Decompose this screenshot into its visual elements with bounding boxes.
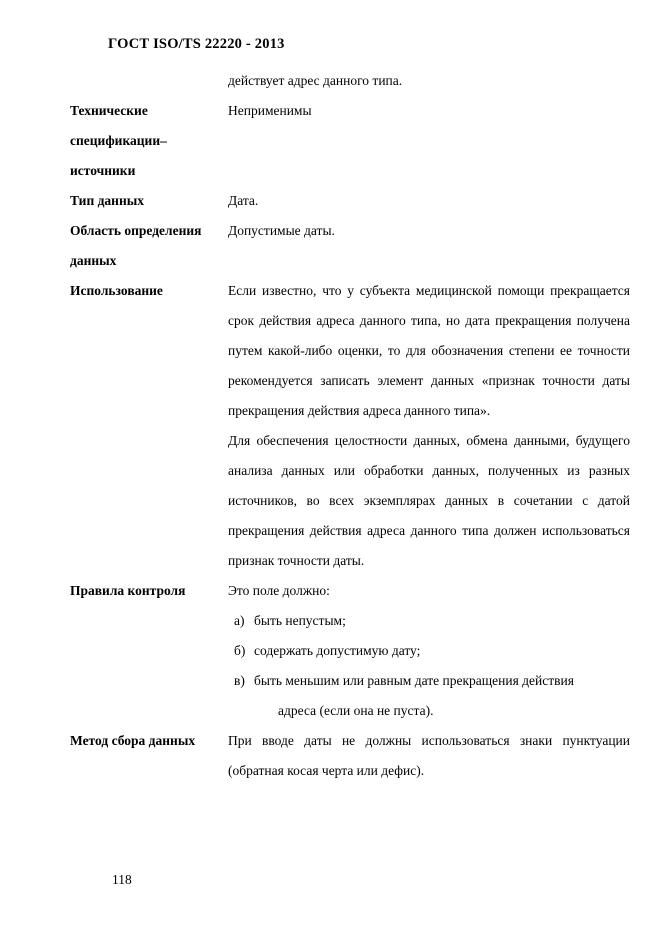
list-item xyxy=(228,636,630,666)
row-value xyxy=(228,726,630,786)
carryover-paragraph: действует адрес данного типа. xyxy=(228,73,403,88)
document-header: ГОСТ ISO/TS 22220 - 2013 xyxy=(108,36,285,52)
table-row xyxy=(70,726,630,786)
row-value xyxy=(228,216,630,276)
list-item xyxy=(228,606,630,636)
row-paragraph: Если известно, что у субъекта медицинской помощи прекращается срок действия адреса данного типа, но дата прекращения получена путем какой-либо оценки, то для обозначения степени ее точности рекомендуется записать элемент данных «признак точности даты прекращения действия адреса данного типа». xyxy=(228,283,630,418)
row-label: Метод сбора данных xyxy=(70,733,196,748)
table-row xyxy=(70,276,630,576)
table-row xyxy=(70,186,630,216)
specification-table xyxy=(70,96,630,786)
page-number: 118 xyxy=(112,872,132,887)
row-paragraph: При вводе даты не должны использоваться знаки пунктуации (обратная косая черта или дефис). xyxy=(228,733,630,778)
list-marker: а) xyxy=(234,613,245,628)
table-row xyxy=(70,576,630,726)
row-label: Правила контроля xyxy=(70,583,186,598)
list-item xyxy=(228,666,630,726)
list-marker: б) xyxy=(234,643,246,658)
row-value xyxy=(228,96,630,186)
row-label: Использование xyxy=(70,283,163,298)
row-paragraph: Неприменимы xyxy=(228,103,312,118)
row-value xyxy=(228,276,630,576)
row-label: Тип данных xyxy=(70,193,145,208)
table-row xyxy=(70,216,630,276)
row-label: Технические спецификации– источники xyxy=(70,103,167,178)
row-paragraph: Допустимые даты. xyxy=(228,223,335,238)
list-text-continuation: адреса (если она не пуста). xyxy=(278,703,434,718)
list-text: содержать допустимую дату; xyxy=(254,643,421,658)
list-text: быть непустым; xyxy=(254,613,346,628)
document-content xyxy=(70,66,630,786)
list-text-main: быть меньшим или равным дате прекращения действия xyxy=(254,673,574,688)
rules-list xyxy=(228,606,630,726)
table-row xyxy=(70,96,630,186)
row-intro: Это поле должно: xyxy=(228,583,330,598)
list-text xyxy=(254,666,630,726)
row-value xyxy=(228,186,630,216)
row-value xyxy=(228,576,630,726)
row-label: Область определения данных xyxy=(70,223,202,268)
row-paragraph: Дата. xyxy=(228,193,259,208)
row-paragraph: Для обеспечения целостности данных, обмена данными, будущего анализа данных или обработки данных, полученных из разных источников, во всех экземплярах данных в сочетании с датой прекращения действия адреса данного типа должен использоваться признак точности даты. xyxy=(228,433,630,568)
list-marker: в) xyxy=(234,673,245,688)
